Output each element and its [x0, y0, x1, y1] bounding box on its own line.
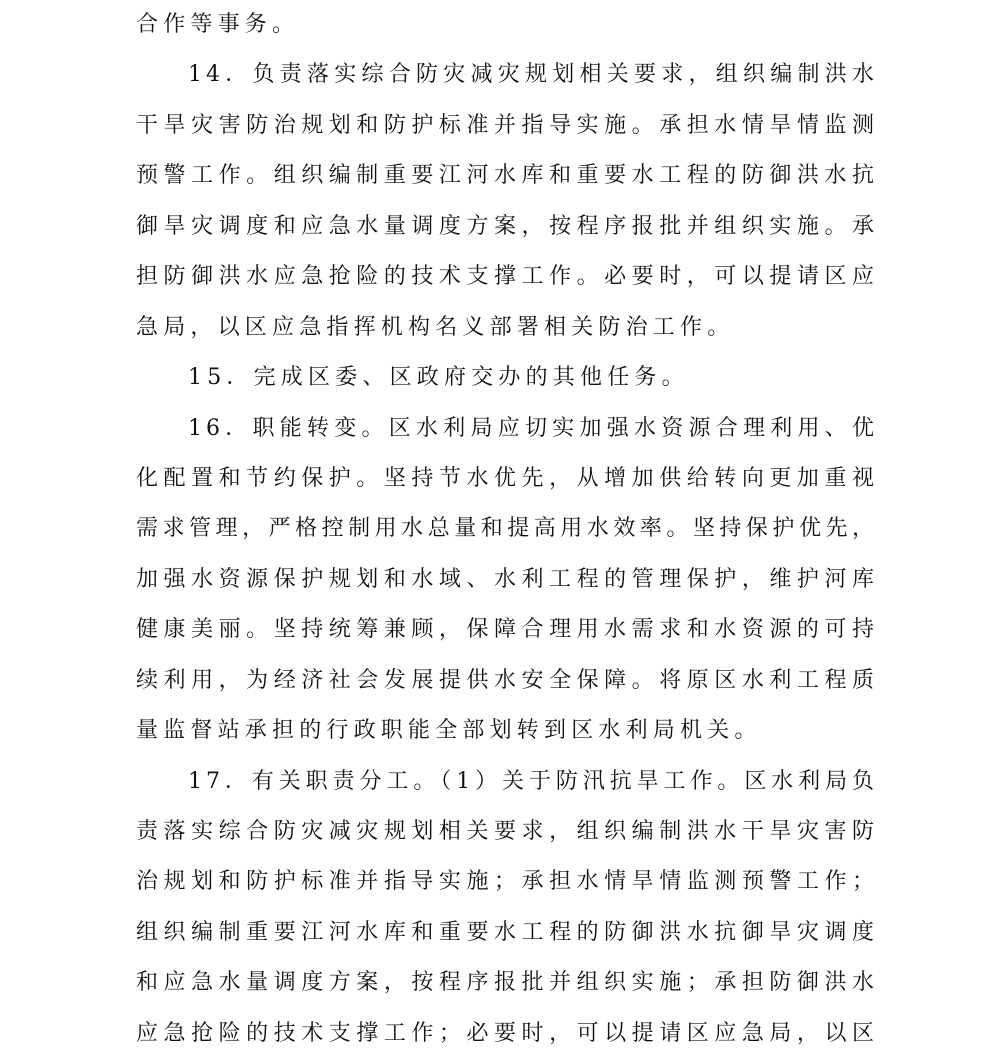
document-body	[136, 0, 878, 1059]
text-line: 御旱灾调度和应急水量调度方案，按程序报批并组织实施。承	[136, 213, 878, 239]
text-line: 17．有关职责分工。（1）关于防汛抗旱工作。区水利局负	[188, 768, 878, 794]
text-line: 组织编制重要江河水库和重要水工程的防御洪水抗御旱灾调度	[136, 919, 878, 945]
text-line: 应急抢险的技术支撑工作；必要时，可以提请区应急局，以区	[136, 1020, 878, 1046]
text-line: 健康美丽。坚持统筹兼顾，保障合理用水需求和水资源的可持	[136, 617, 878, 643]
text-line: 合作等事务。	[136, 12, 300, 37]
text-line: 急局，以区应急指挥机构名义部署相关防治工作。	[136, 314, 735, 340]
text-line: 担防御洪水应急抢险的技术支撑工作。必要时，可以提请区应	[136, 264, 878, 290]
text-line: 加强水资源保护规划和水域、水利工程的管理保护，维护河库	[136, 566, 878, 592]
text-line: 15．完成区委、区政府交办的其他任务。	[188, 365, 689, 391]
text-line: 量监督站承担的行政职能全部划转到区水利局机关。	[136, 718, 762, 744]
text-line: 预警工作。组织编制重要江河水库和重要水工程的防御洪水抗	[136, 163, 878, 189]
text-line: 16．职能转变。区水利局应切实加强水资源合理利用、优	[188, 415, 878, 441]
text-line: 化配置和节约保护。坚持节水优先，从增加供给转向更加重视	[136, 465, 878, 491]
text-line: 责落实综合防灾减灾规划相关要求，组织编制洪水干旱灾害防	[136, 819, 878, 844]
text-line: 和应急水量调度方案，按程序报批并组织实施；承担防御洪水	[136, 970, 878, 996]
text-line: 干旱灾害防治规划和防护标准并指导实施。承担水情旱情监测	[136, 112, 878, 138]
text-line: 续利用，为经济社会发展提供水安全保障。将原区水利工程质	[136, 667, 878, 693]
text-line: 需求管理，严格控制用水总量和提高用水效率。坚持保护优先，	[136, 516, 878, 542]
text-line: 治规划和防护标准并指导实施；承担水情旱情监测预警工作；	[136, 869, 878, 895]
text-line: 14．负责落实综合防灾减灾规划相关要求，组织编制洪水	[188, 62, 878, 88]
